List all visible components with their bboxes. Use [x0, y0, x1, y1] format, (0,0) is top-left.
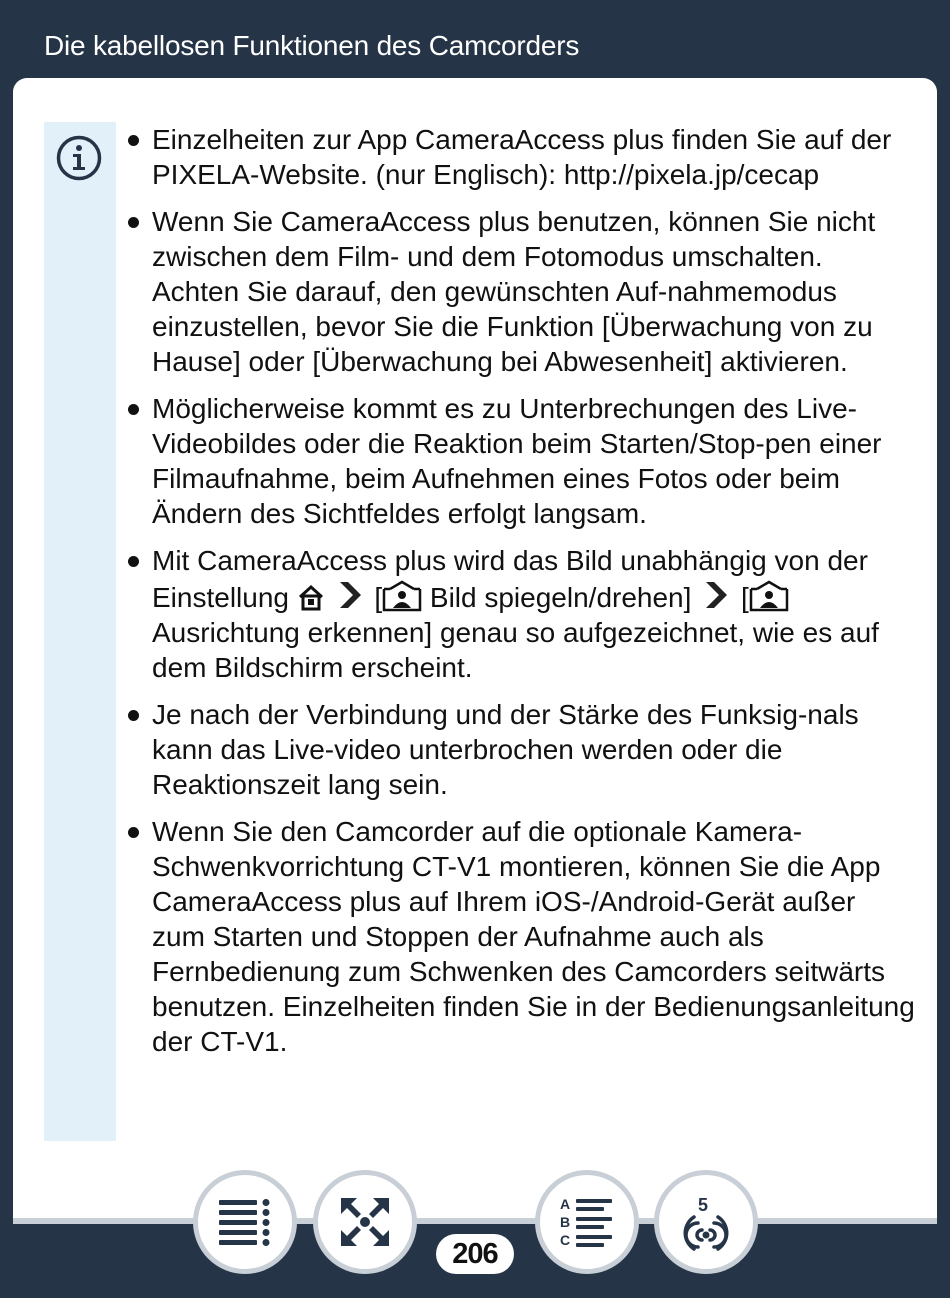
table-of-contents-button[interactable] [193, 1170, 297, 1274]
page-title: Die kabellosen Funktionen des Camcorders [44, 30, 580, 61]
camera-setup-icon [749, 580, 789, 612]
bracket-open: [ [740, 582, 749, 613]
abc-index-icon [558, 1194, 616, 1250]
wifi-icon [674, 1193, 738, 1251]
note-item [126, 204, 916, 379]
note-item [126, 543, 916, 685]
note-text: Möglicherweise kommt es zu Unterbrechungen des Live-Videobildes oder die Reaktion beim Starten/Stop-pen einer Filmaufnahme, beim Aufnehmen eines Fotos oder beim Ändern des Sichtfeldes erfolgt langsam. [152, 393, 882, 529]
wifi-badge: 5 [698, 1195, 709, 1215]
bracket-open: [ [374, 582, 383, 613]
basic-operations-button[interactable] [313, 1170, 417, 1274]
note-text: Mit CameraAccess plus wird das Bild unabhängig von der Einstellung [152, 545, 868, 613]
camera-setup-icon [382, 580, 422, 612]
note-sidebar [44, 122, 116, 1141]
note-item [126, 814, 916, 1059]
wireless-chapter-button[interactable] [654, 1170, 758, 1274]
index-letter-a: A [560, 1196, 571, 1212]
index-button[interactable] [535, 1170, 639, 1274]
notes-list [126, 122, 916, 1071]
home-menu-icon [297, 584, 325, 612]
note-item [126, 391, 916, 531]
footer-divider [13, 1218, 937, 1224]
note-text: Bild spiegeln/drehen] [429, 582, 692, 613]
note-text: Wenn Sie den Camcorder auf die optionale Kamera-Schwenkvorrichtung CT-V1 montieren, können Sie die App CameraAccess plus auf Ihrem iOS-/Android-Gerät außer zum Starten und Stoppen der Aufnahme auch als Fernbedienung zum Schwenken des Camcorders seitwärts benutzen. Einzelheiten finden Sie in der Bedienungsanleitung der CT-V1. [152, 816, 915, 1057]
note-text: Ausrichtung erkennen] genau so aufgezeichnet, wie es auf dem Bildschirm erscheint. [152, 617, 879, 683]
note-item [126, 122, 916, 192]
info-icon [56, 135, 102, 181]
chevron-right-icon [333, 578, 367, 612]
note-text: Wenn Sie CameraAccess plus benutzen, können Sie nicht zwischen dem Film- und dem Fotomodus umschalten. Achten Sie darauf, den gewünschten Auf-nahmemodus einzustellen, bevor Sie die Funktion [Überwachung von zu Hause] oder [Überwachung bei Abwesenheit] aktivieren. [152, 206, 876, 377]
note-item [126, 697, 916, 802]
list-icon [217, 1196, 273, 1248]
index-letter-b: B [560, 1214, 571, 1230]
note-text: Einzelheiten zur App CameraAccess plus finden Sie auf der PIXELA-Website. (nur Englisch): http://pixela.jp/cecap [152, 124, 892, 190]
index-letter-c: C [560, 1232, 571, 1248]
note-text: Je nach der Verbindung und der Stärke des Funksig-nals kann das Live-video unterbrochen werden oder die Reaktionszeit lang sein. [152, 699, 859, 800]
chevron-right-icon [699, 578, 733, 612]
header-bar [0, 0, 950, 78]
expand-arrows-icon [337, 1194, 393, 1250]
page-number: 206 [436, 1234, 514, 1274]
